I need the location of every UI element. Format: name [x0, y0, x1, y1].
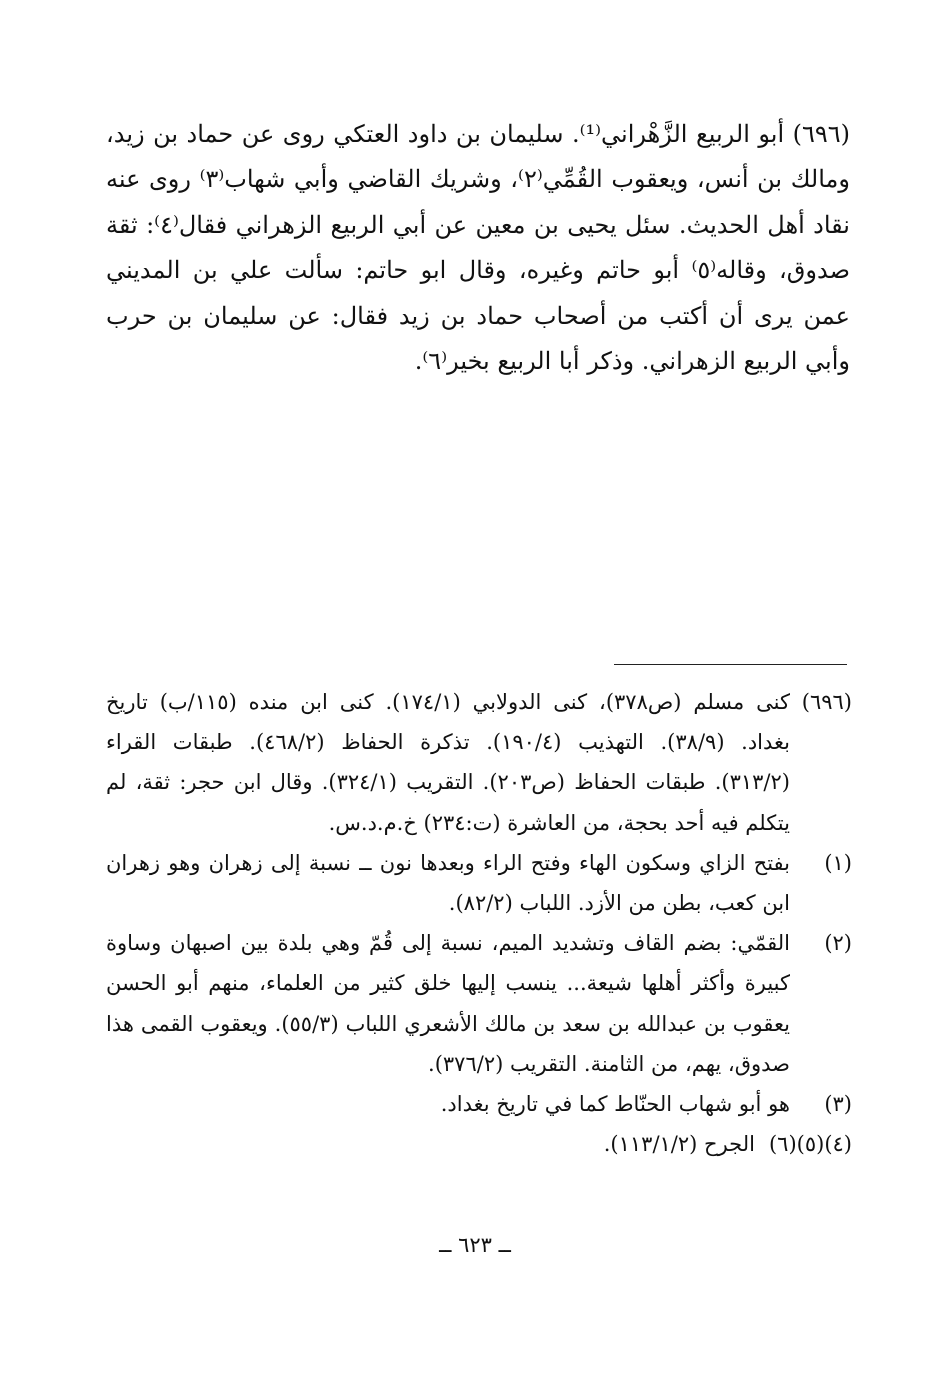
page-number: ــ ٦٢٣ ــ	[439, 1233, 511, 1257]
footnote-number: (١)	[824, 850, 852, 875]
footnote-2	[106, 923, 852, 1084]
footnote-text: بفتح الزاي وسكون الهاء وفتح الراء وبعدها نون ــ نسبة إلى زهران وهو زهران ابن كعب، بطن من الأزد. اللباب (٨٢/٢).	[106, 850, 790, 916]
footnote-text: كنى مسلم (ص٣٧٨)، كنى الدولابي (١٧٤/١). كنى ابن منده (١١٥/ب) تاريخ بغداد. (٣٨/٩). التهذيب (١٩٠/٤). تذكرة الحفاظ (٤٦٨/٢). طبقات القراء (٣١٣/٢). طبقات الحفاظ (ص٢٠٣). التقريب (٣٢٤/١). وقال ابن حجر: ثقة، لم يتكلم فيه أحد بحجة، من العاشرة (ت:٢٣٤) خ.م.د.س.	[106, 690, 791, 835]
footnote-number: (٦٩٦)	[801, 690, 852, 714]
footnote-4-5-6	[106, 1124, 852, 1164]
footnote-number: (٤)(٥)(٦)	[768, 1132, 852, 1157]
footnote-text: هو أبو شهاب الحنّاط كما في تاريخ بغداد.	[440, 1092, 790, 1117]
footnote-text: الجرح (١١٣/١/٢).	[603, 1132, 755, 1157]
main-entry-text: (٦٩٦) أبو الربيع الزَّهْراني⁽¹⁾. سليمان بن داود العتكي روى عن حماد بن زيد، ومالك بن أنس، ويعقوب القُمِّي⁽٢⁾، وشريك القاضي وأبي شهاب⁽٣⁾ روى عنه نقاد أهل الحديث. سئل يحيى بن معين عن أبي الربيع الزهراني فقال⁽٤⁾: ثقة صدوق، وقاله⁽٥⁾ أبو حاتم وغيره، وقال ابو حاتم: سألت علي بن المديني عمن يرى أن أكتب من أصحاب حماد بن زيد فقال: عن سليمان بن حرب وأبي الربيع الزهراني. وذكر أبا الربيع بخير⁽٦⁾.	[106, 120, 851, 376]
footnote-number: (٢)	[824, 931, 852, 956]
footnote-separator	[614, 664, 847, 665]
footnote-3	[106, 1084, 852, 1124]
footnote-number: (٣)	[824, 1092, 852, 1117]
footnote-1	[106, 843, 852, 923]
footnote-text: القمّي: بضم القاف وتشديد الميم، نسبة إلى قُمّ وهي بلدة بين اصبهان وساوة كبيرة وأكثر أهلها شيعة... ينسب إليها خلق كثير من العلماء، منهم أبو الحسن يعقوب بن عبدالله بن سعد بن مالك الأشعري اللباب (٥٥/٣). ويعقوب القمى هذا صدوق، يهم، من الثامنة. التقريب (٣٧٦/٢).	[106, 931, 790, 1076]
footnote-696	[106, 682, 852, 843]
footnotes	[106, 682, 852, 1164]
